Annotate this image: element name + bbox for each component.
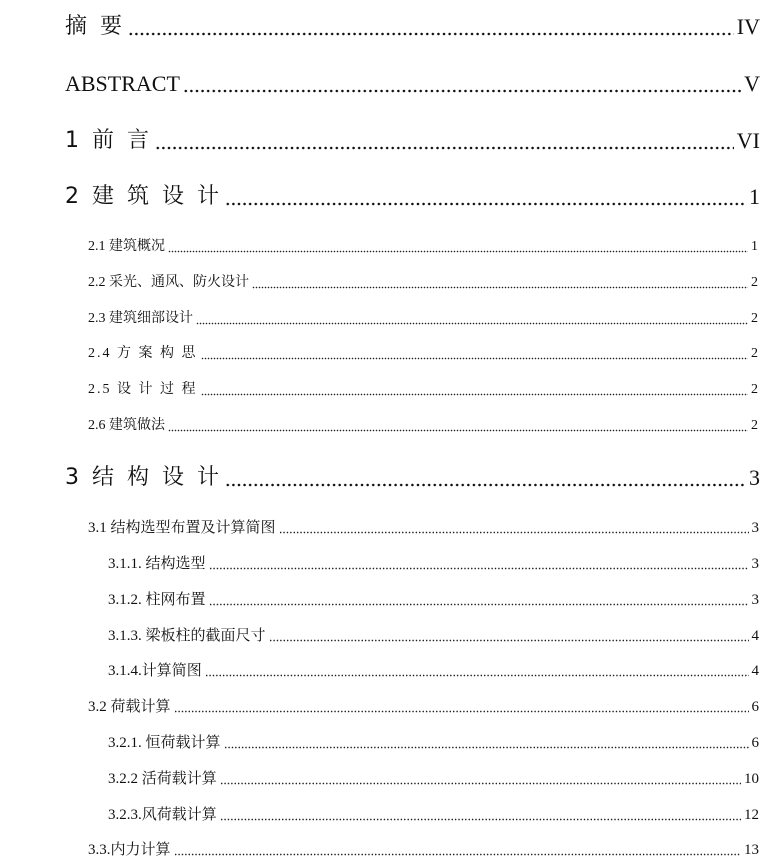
- toc-entry-title: 2.5 设 计 过 程: [88, 382, 198, 397]
- toc-entry-title: 3.1 结构选型布置及计算简图: [88, 520, 276, 536]
- leader-dots: [209, 589, 749, 611]
- toc-entry-section-2-1: [88, 237, 758, 257]
- toc-entry-page: 3: [749, 465, 760, 490]
- leader-dots: [196, 309, 748, 329]
- leader-dots: [201, 380, 749, 400]
- toc-entry-title: 2 建 筑 设 计: [65, 184, 222, 209]
- toc-entry-title: 2.2 采光、通风、防火设计: [88, 275, 249, 290]
- toc-entry-section-3-1-2: [108, 589, 759, 611]
- toc-entry-section-3-2-3: [108, 804, 759, 826]
- toc-entry-section-2-6: [88, 416, 758, 436]
- toc-entry-section-3-2-1: [108, 732, 759, 754]
- toc-entry-page: V: [744, 71, 760, 96]
- leader-dots: [220, 768, 741, 790]
- toc-entry-title: 2.4 方 案 构 思: [88, 346, 198, 361]
- leader-dots: [220, 804, 741, 826]
- toc-entry-page: 4: [751, 663, 759, 679]
- toc-entry-page: 1: [751, 239, 758, 254]
- toc-entry-page: 2: [751, 418, 758, 433]
- toc-entry-page: IV: [736, 14, 760, 39]
- toc-entry-title: 3.1.4.计算简图: [108, 663, 202, 679]
- toc-entry-page: 1: [749, 184, 760, 209]
- toc-entry-section-2-4: [88, 344, 758, 364]
- leader-dots: [168, 237, 748, 257]
- toc-entry-section-3-1-3: [108, 625, 759, 647]
- toc-entry-title: 3.3.内力计算: [88, 842, 171, 858]
- toc-entry-section-2-2: [88, 273, 758, 293]
- toc-entry-page: VI: [736, 128, 760, 153]
- toc-entry-title: 3.2.3.风荷载计算: [108, 807, 217, 823]
- toc-entry-title: 2.3 建筑细部设计: [88, 311, 193, 326]
- leader-dots: [279, 517, 749, 539]
- toc-entry-section-3-2-2: [108, 768, 759, 790]
- toc-entry-title: 3.2 荷载计算: [88, 699, 171, 715]
- leader-dots: [225, 182, 746, 212]
- leader-dots: [205, 660, 749, 682]
- leader-dots: [174, 696, 749, 718]
- toc-entry-page: 3: [751, 556, 759, 572]
- toc-entry-page: 2: [751, 275, 758, 290]
- leader-dots: [269, 625, 749, 647]
- toc-entry-abstract-en: [65, 69, 760, 99]
- toc-entry-title: 摘 要: [65, 14, 125, 39]
- toc-entry-page: 12: [744, 807, 759, 823]
- toc-entry-page: 2: [751, 346, 758, 361]
- toc-entry-title: 3.1.3. 梁板柱的截面尺寸: [108, 628, 266, 644]
- toc-entry-title: 3.1.1. 结构选型: [108, 556, 206, 572]
- toc-entry-page: 6: [751, 735, 759, 751]
- toc-entry-page: 3: [751, 520, 759, 536]
- leader-dots: [128, 12, 734, 42]
- toc-entry-section-3-1-1: [108, 553, 759, 575]
- leader-dots: [201, 344, 749, 364]
- leader-dots: [225, 463, 746, 493]
- leader-dots: [252, 273, 748, 293]
- toc-entry-title: ABSTRACT: [65, 71, 180, 96]
- toc-entry-page: 3: [751, 592, 759, 608]
- toc-entry-chapter-2: [65, 182, 760, 212]
- toc-entry-section-2-3: [88, 309, 758, 329]
- toc-entry-section-3-1-4: [108, 660, 759, 682]
- toc-entry-page: 13: [744, 842, 759, 858]
- toc-entry-page: 2: [751, 311, 758, 326]
- toc-entry-section-3-2: [88, 696, 759, 718]
- toc-entry-title: 3 结 构 设 计: [65, 465, 222, 490]
- leader-dots: [168, 416, 748, 436]
- toc-entry-page: 4: [751, 628, 759, 644]
- toc-entry-title: 3.2.2 活荷载计算: [108, 771, 217, 787]
- toc-entry-title: 1 前 言: [65, 128, 152, 153]
- toc-entry-title: 2.6 建筑做法: [88, 418, 165, 433]
- leader-dots: [224, 732, 749, 754]
- leader-dots: [183, 69, 741, 99]
- toc-entry-page: 10: [744, 771, 759, 787]
- toc-entry-abstract-cn: [65, 12, 760, 42]
- leader-dots: [155, 126, 734, 156]
- toc-entry-chapter-3: [65, 463, 760, 493]
- toc-entry-title: 3.2.1. 恒荷载计算: [108, 735, 221, 751]
- toc-entry-page: 6: [751, 699, 759, 715]
- leader-dots: [174, 839, 741, 861]
- toc-entry-chapter-1: [65, 126, 760, 156]
- leader-dots: [209, 553, 749, 575]
- toc-entry-section-2-5: [88, 380, 758, 400]
- toc-entry-page: 2: [751, 382, 758, 397]
- toc-entry-section-3-1: [88, 517, 759, 539]
- toc-entry-title: 3.1.2. 柱网布置: [108, 592, 206, 608]
- toc-entry-title: 2.1 建筑概况: [88, 239, 165, 254]
- toc-entry-section-3-3: [88, 839, 759, 861]
